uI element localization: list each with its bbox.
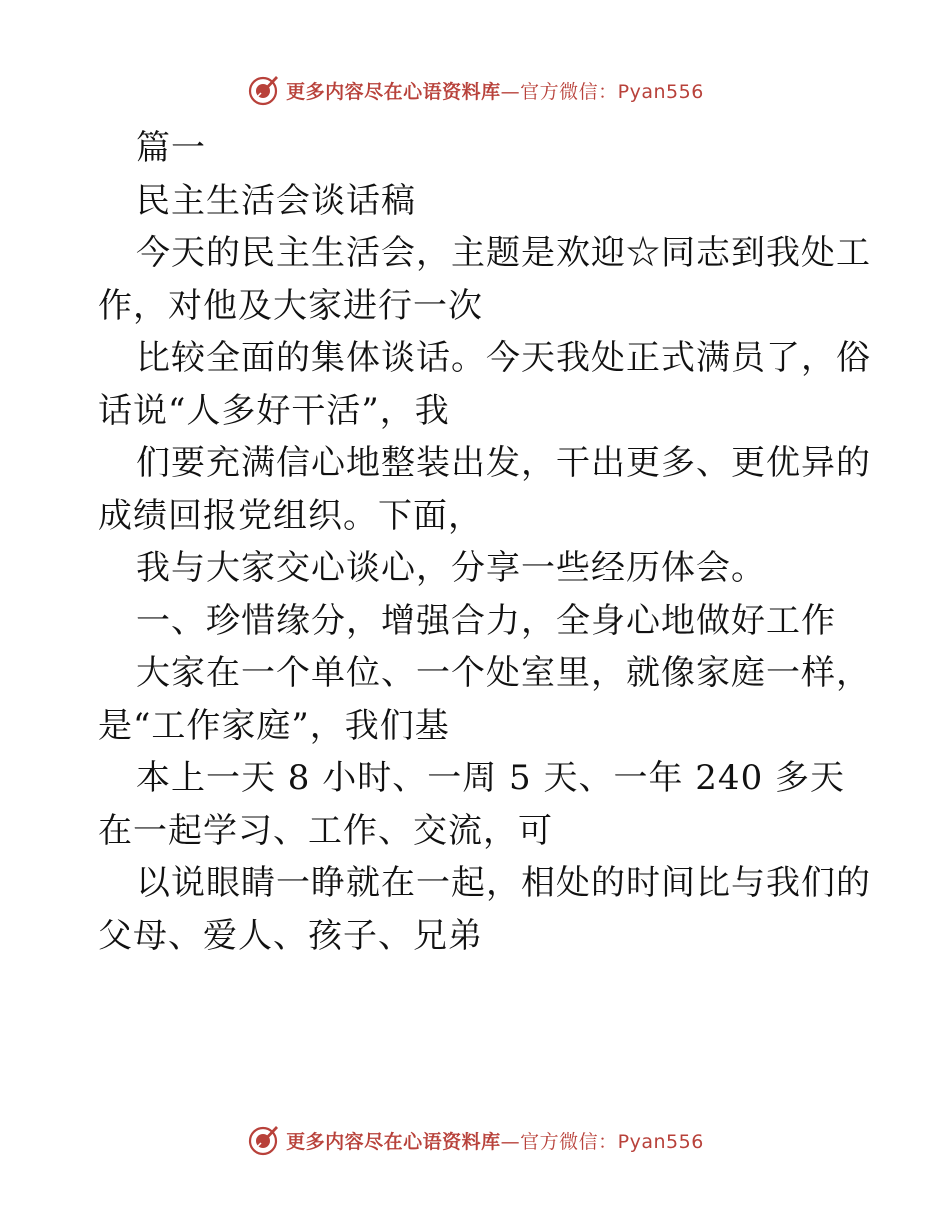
paragraph-line: 本上一天 8 小时、一周 5 天、一年 240 多天 xyxy=(136,758,846,798)
watermark-text xyxy=(286,1127,704,1154)
paragraph-line: 比较全面的集体谈话。今天我处正式满员了，俗 xyxy=(136,338,871,378)
watermark-separator: — xyxy=(500,1130,521,1153)
watermark-suffix: 官方微信：Pyan556 xyxy=(520,80,704,103)
document-body xyxy=(98,122,871,962)
section-subheading: 一、珍惜缘分，增强合力，全身心地做好工作 xyxy=(136,600,836,641)
paragraph-line: 们要充满信心地整装出发，干出更多、更优异的 xyxy=(136,443,871,483)
document-title: 民主生活会谈话稿 xyxy=(136,180,416,221)
watermark-separator: — xyxy=(500,80,521,103)
watermark-main: 更多内容尽在心语资料库 xyxy=(286,80,501,103)
paragraph-line: 今天的民主生活会，主题是欢迎☆同志到我处工 xyxy=(136,233,871,273)
watermark-suffix: 官方微信：Pyan556 xyxy=(520,1130,704,1153)
paragraph-line: 以说眼睛一睁就在一起，相处的时间比与我们的 xyxy=(136,863,871,903)
watermark-text xyxy=(286,77,704,104)
paragraph-line: 作，对他及大家进行一次 xyxy=(98,285,483,326)
paragraph-line: 成绩回报党组织。下面， xyxy=(98,495,483,536)
paragraph-line: 大家在一个单位、一个处室里，就像家庭一样， xyxy=(136,653,871,693)
quill-seal-icon xyxy=(246,1122,282,1158)
paragraph-line: 我与大家交心谈心，分享一些经历体会。 xyxy=(136,548,766,588)
watermark-main: 更多内容尽在心语资料库 xyxy=(286,1130,501,1153)
quill-seal-icon xyxy=(246,72,282,108)
paragraph-line: 话说“人多好干活”，我 xyxy=(98,390,450,431)
header-watermark xyxy=(0,70,950,110)
paragraph-line: 是“工作家庭”，我们基 xyxy=(98,705,450,746)
paragraph-line: 父母、爱人、孩子、兄弟 xyxy=(98,915,483,956)
footer-watermark xyxy=(0,1120,950,1160)
paragraph-line: 在一起学习、工作、交流，可 xyxy=(98,810,553,851)
section-heading: 篇一 xyxy=(136,128,206,168)
